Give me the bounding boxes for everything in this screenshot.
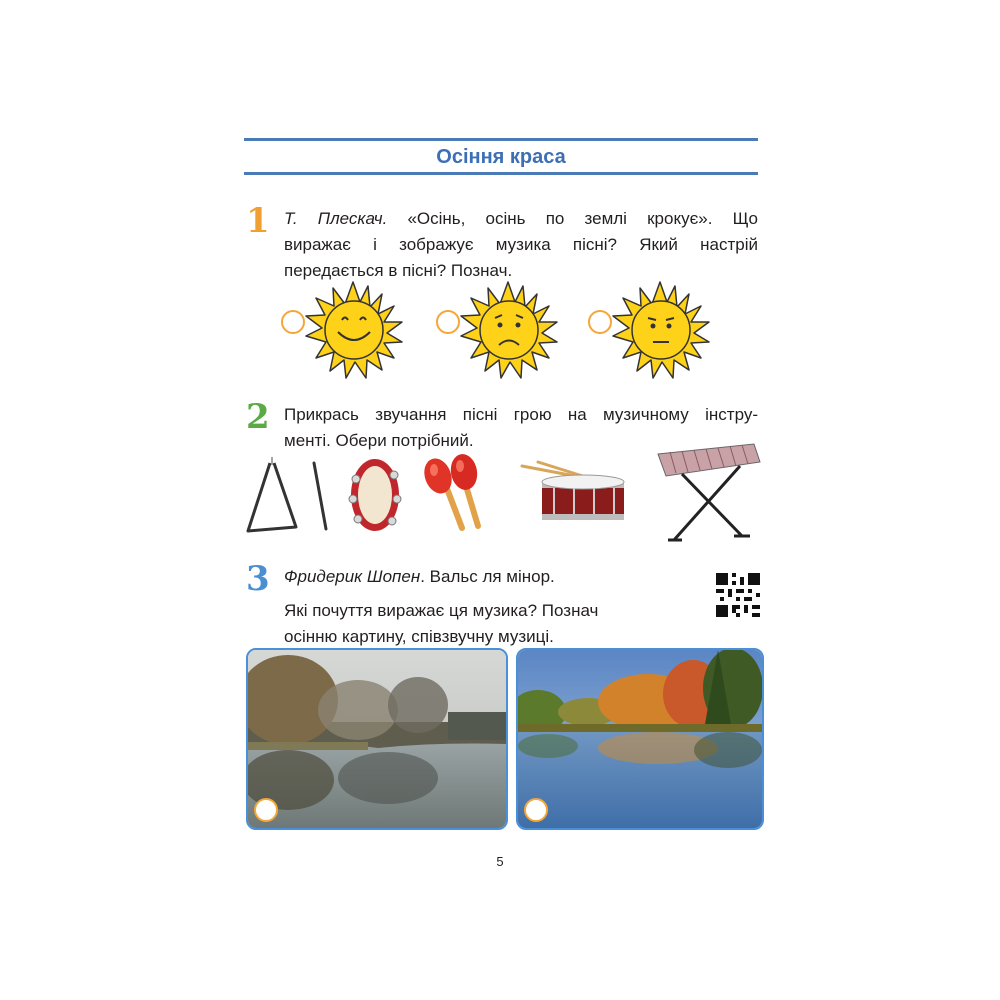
task-1-author: Т. Плескач. <box>284 209 388 228</box>
task-3-number: 3 <box>246 559 270 599</box>
task-1-line-2: виражає і зображує музика пісні? Який настрій <box>284 235 758 254</box>
title-rule-bottom <box>244 172 758 175</box>
task-3-piece: . Вальс ля мінор. <box>420 567 555 586</box>
task-2-line-2: менті. Обери потрібний. <box>284 431 474 450</box>
tambourine-icon[interactable] <box>346 455 404 535</box>
triangle-icon[interactable] <box>244 455 332 535</box>
task-3-text <box>284 564 704 650</box>
task-3-line-2: осінню картину, співзвучну музиці. <box>284 627 554 646</box>
photo-golden-autumn-lake <box>516 648 764 830</box>
triangle-beater <box>314 463 326 529</box>
task-1-text <box>284 206 758 284</box>
calm-sun-icon <box>607 280 713 380</box>
task-3-author: Фридерик Шопен <box>284 567 421 586</box>
answer-circle-golden-lake[interactable] <box>524 798 548 822</box>
qr-code-icon[interactable] <box>716 573 760 617</box>
snare-drum-icon[interactable] <box>518 460 630 528</box>
task-1-line-3: передається в пісні? Познач. <box>284 261 513 280</box>
task-2-number: 2 <box>246 397 270 437</box>
task-3-line-1: Які почуття виражає ця музика? Познач <box>284 601 599 620</box>
answer-circle-gloomy-river[interactable] <box>254 798 278 822</box>
photo-gloomy-autumn-river <box>246 648 508 830</box>
task-1-number: 1 <box>246 201 270 241</box>
task-1-line-1: «Осінь, осінь по землі крокує». Що <box>407 209 758 228</box>
sad-sun-icon <box>455 280 561 380</box>
page-title: Осіння краса <box>436 146 566 168</box>
sun-face <box>325 301 383 359</box>
happy-sun-icon <box>300 280 406 380</box>
xylophone-icon[interactable] <box>654 440 762 544</box>
page-number: 5 <box>496 854 504 869</box>
title-rule-top <box>244 138 758 141</box>
task-2-line-1: Прикрась звучання пісні грою на музичному інстру- <box>284 405 758 424</box>
maracas-icon[interactable] <box>422 452 488 534</box>
